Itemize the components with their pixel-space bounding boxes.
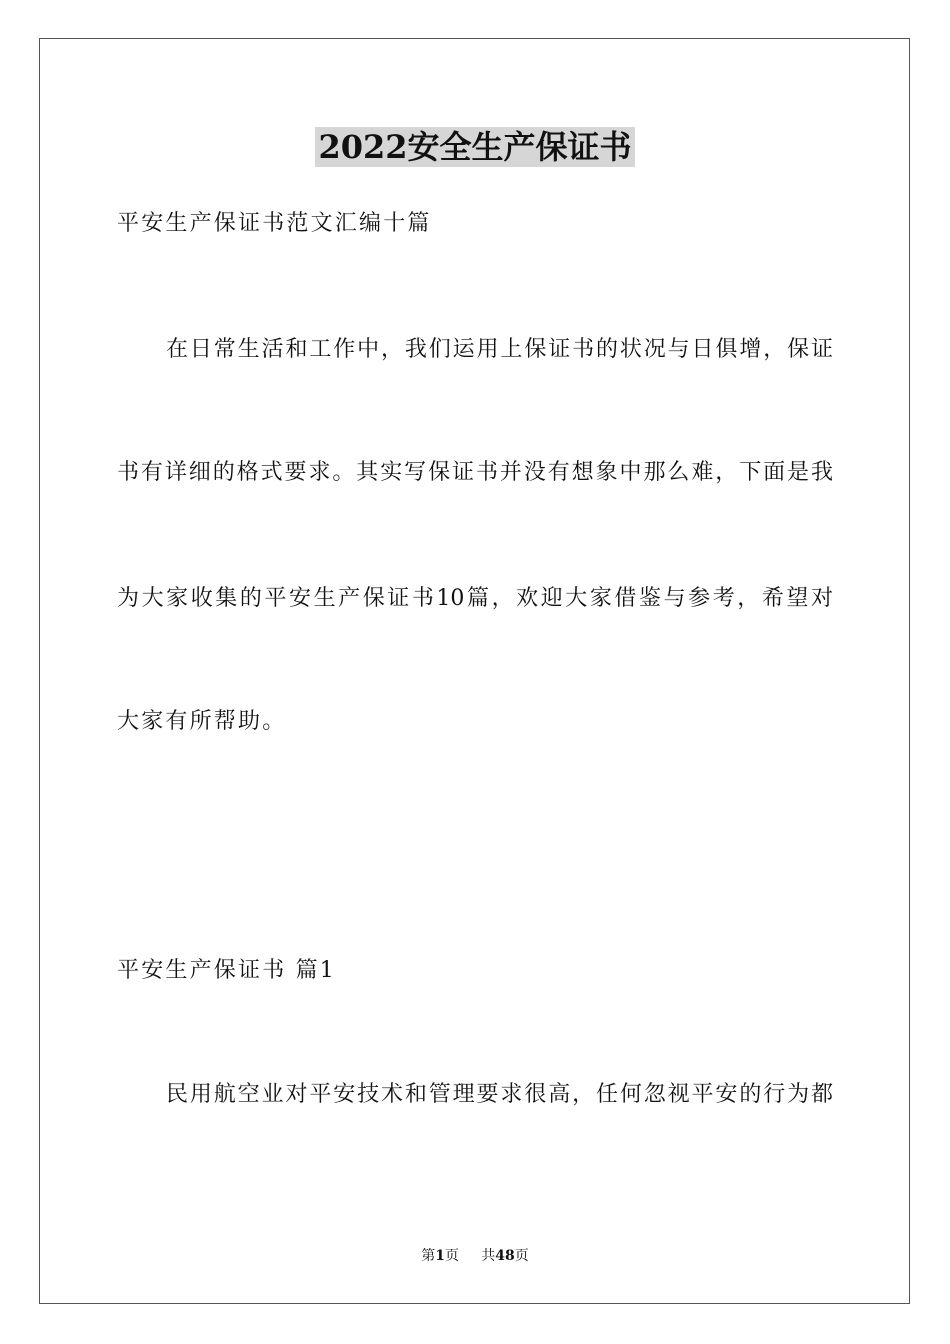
intro-line-4: 大家有所帮助。	[117, 709, 287, 734]
intro-line-1: 在日常生活和工作中，我们运用上保证书的状况与日俱增，保证	[166, 337, 833, 362]
section-heading: 平安生产保证书 篇1	[117, 958, 336, 983]
intro-line-3: 为大家收集的平安生产保证书10篇，欢迎大家借鉴与参考，希望对	[117, 586, 833, 611]
document-title: 2022安全生产保证书	[315, 127, 634, 167]
page-label-suffix: 页	[445, 1248, 459, 1264]
document-subtitle: 平安生产保证书范文汇编十篇	[117, 211, 432, 236]
title-container	[0, 127, 950, 167]
total-label-suffix: 页	[514, 1248, 529, 1264]
page-footer	[0, 1247, 950, 1265]
total-label-prefix: 共	[481, 1248, 496, 1264]
intro-line-2: 书有详细的格式要求。其实写保证书并没有想象中那么难，下面是我	[117, 460, 833, 485]
section-paragraph-line-1: 民用航空业对平安技术和管理要求很高，任何忽视平安的行为都	[166, 1082, 833, 1107]
page-label-prefix: 第	[421, 1248, 436, 1264]
total-pages: 48	[495, 1248, 515, 1264]
page-number: 1	[435, 1248, 445, 1264]
